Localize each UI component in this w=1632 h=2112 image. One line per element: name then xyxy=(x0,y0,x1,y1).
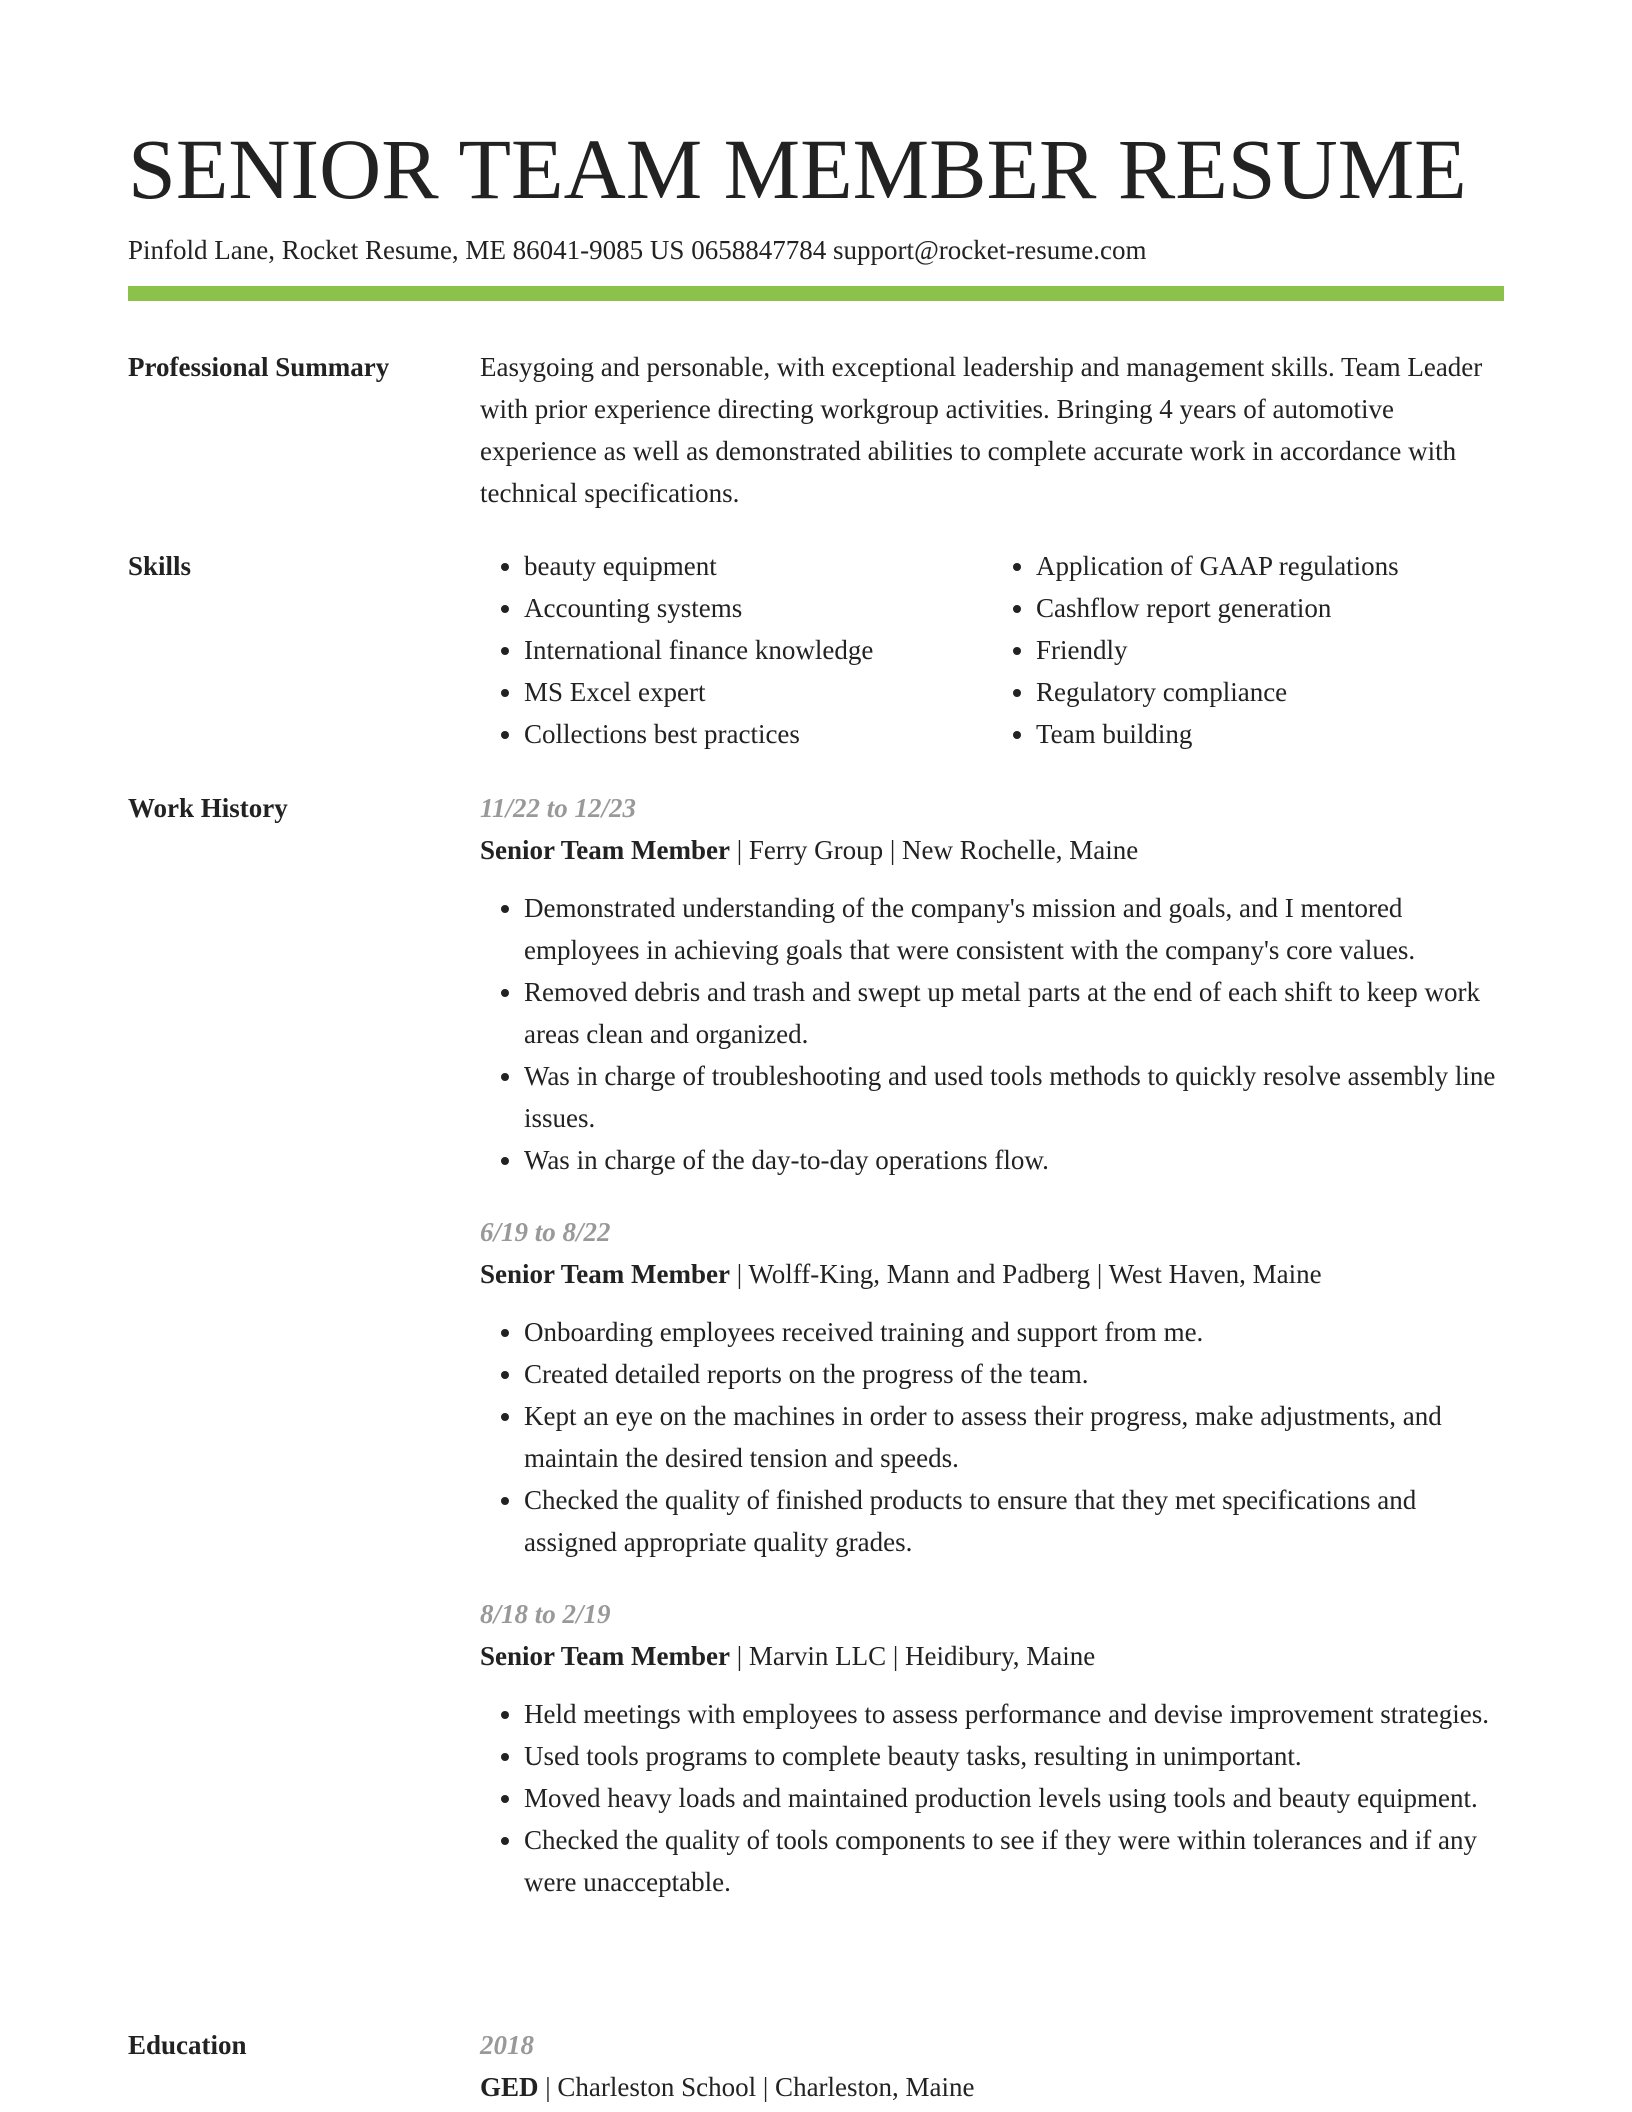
skills-columns xyxy=(480,545,1504,755)
job-bullet: • Kept an eye on the machines in order to assess their progress, make adjustments, and maintain the desired tension and speeds. xyxy=(524,1395,1504,1479)
skill-item: • Cashflow report generation xyxy=(1036,587,1504,629)
job-bullet: • Demonstrated understanding of the company's mission and goals, and I mentored employees in achieving goals that were consistent with the company's core values. xyxy=(524,887,1504,971)
skill-item: • Team building xyxy=(1036,713,1504,755)
job-bullets xyxy=(480,1311,1504,1563)
job-title: Senior Team Member xyxy=(480,1641,730,1671)
job-bullets xyxy=(480,1693,1504,1903)
job-title: Senior Team Member xyxy=(480,1259,730,1289)
skill-item: • Application of GAAP regulations xyxy=(1036,545,1504,587)
job-title: Senior Team Member xyxy=(480,835,730,865)
education-line xyxy=(480,2066,1504,2108)
job-bullet: • Removed debris and trash and swept up metal parts at the end of each shift to keep work areas clean and organized. xyxy=(524,971,1504,1055)
job-bullet: • Held meetings with employees to assess performance and devise improvement strategies. xyxy=(524,1693,1504,1735)
skill-item: • Friendly xyxy=(1036,629,1504,671)
accent-divider xyxy=(128,286,1504,301)
job-entry xyxy=(480,787,1504,1181)
job-role-line xyxy=(480,1635,1504,1677)
job-role-line xyxy=(480,1253,1504,1295)
education-body xyxy=(480,2024,1504,2108)
job-details: | Wolff-King, Mann and Padberg | West Haven, Maine xyxy=(729,1259,1322,1289)
job-dates: 11/22 to 12/23 xyxy=(480,793,637,823)
work-history-body xyxy=(480,787,1504,1933)
section-label-summary: Professional Summary xyxy=(128,352,390,382)
job-bullet: • Onboarding employees received training and support from me. xyxy=(524,1311,1504,1353)
skill-item: • Collections best practices xyxy=(524,713,992,755)
job-dates: 8/18 to 2/19 xyxy=(480,1599,611,1629)
skill-item: • Regulatory compliance xyxy=(1036,671,1504,713)
summary-text: Easygoing and personable, with exceptional leadership and management skills. Team Leader with prior experience directing workgroup activities. Bringing 4 years of automotive experience as well as demonstrated abilities to complete accurate work in accordance with technical specifications. xyxy=(480,352,1483,508)
resume-title: SENIOR TEAM MEMBER RESUME xyxy=(128,121,1467,217)
skills-list-right xyxy=(992,545,1504,755)
section-label-education: Education xyxy=(128,2030,247,2060)
job-bullet: • Moved heavy loads and maintained production levels using tools and beauty equipment. xyxy=(524,1777,1504,1819)
skill-item: • International finance knowledge xyxy=(524,629,992,671)
education-details: | Charleston School | Charleston, Maine xyxy=(538,2072,975,2102)
section-label-skills: Skills xyxy=(128,551,192,581)
job-bullet: • Checked the quality of finished products to ensure that they met specifications and assigned appropriate quality grades. xyxy=(524,1479,1504,1563)
skill-item: • Accounting systems xyxy=(524,587,992,629)
job-bullets xyxy=(480,887,1504,1181)
job-details: | Marvin LLC | Heidibury, Maine xyxy=(729,1641,1096,1671)
contact-line: Pinfold Lane, Rocket Resume, ME 86041-9085 US 0658847784 support@rocket-resume.com xyxy=(128,235,1147,265)
job-bullet: • Checked the quality of tools components to see if they were within tolerances and if any were unacceptable. xyxy=(524,1819,1504,1903)
summary-body xyxy=(480,346,1504,514)
job-bullet: • Created detailed reports on the progress of the team. xyxy=(524,1353,1504,1395)
skills-body xyxy=(480,545,1504,755)
job-bullet: • Used tools programs to complete beauty tasks, resulting in unimportant. xyxy=(524,1735,1504,1777)
section-label-work-history: Work History xyxy=(128,793,288,823)
education-degree: GED xyxy=(480,2072,539,2102)
job-entry xyxy=(480,1211,1504,1563)
job-dates: 6/19 to 8/22 xyxy=(480,1217,611,1247)
job-bullet: • Was in charge of troubleshooting and used tools methods to quickly resolve assembly line issues. xyxy=(524,1055,1504,1139)
skill-item: • beauty equipment xyxy=(524,545,992,587)
job-role-line xyxy=(480,829,1504,871)
job-details: | Ferry Group | New Rochelle, Maine xyxy=(729,835,1139,865)
education-dates: 2018 xyxy=(480,2030,534,2060)
job-bullet: • Was in charge of the day-to-day operations flow. xyxy=(524,1139,1504,1181)
skills-list-left xyxy=(480,545,992,755)
skill-item: • MS Excel expert xyxy=(524,671,992,713)
job-entry xyxy=(480,1593,1504,1903)
